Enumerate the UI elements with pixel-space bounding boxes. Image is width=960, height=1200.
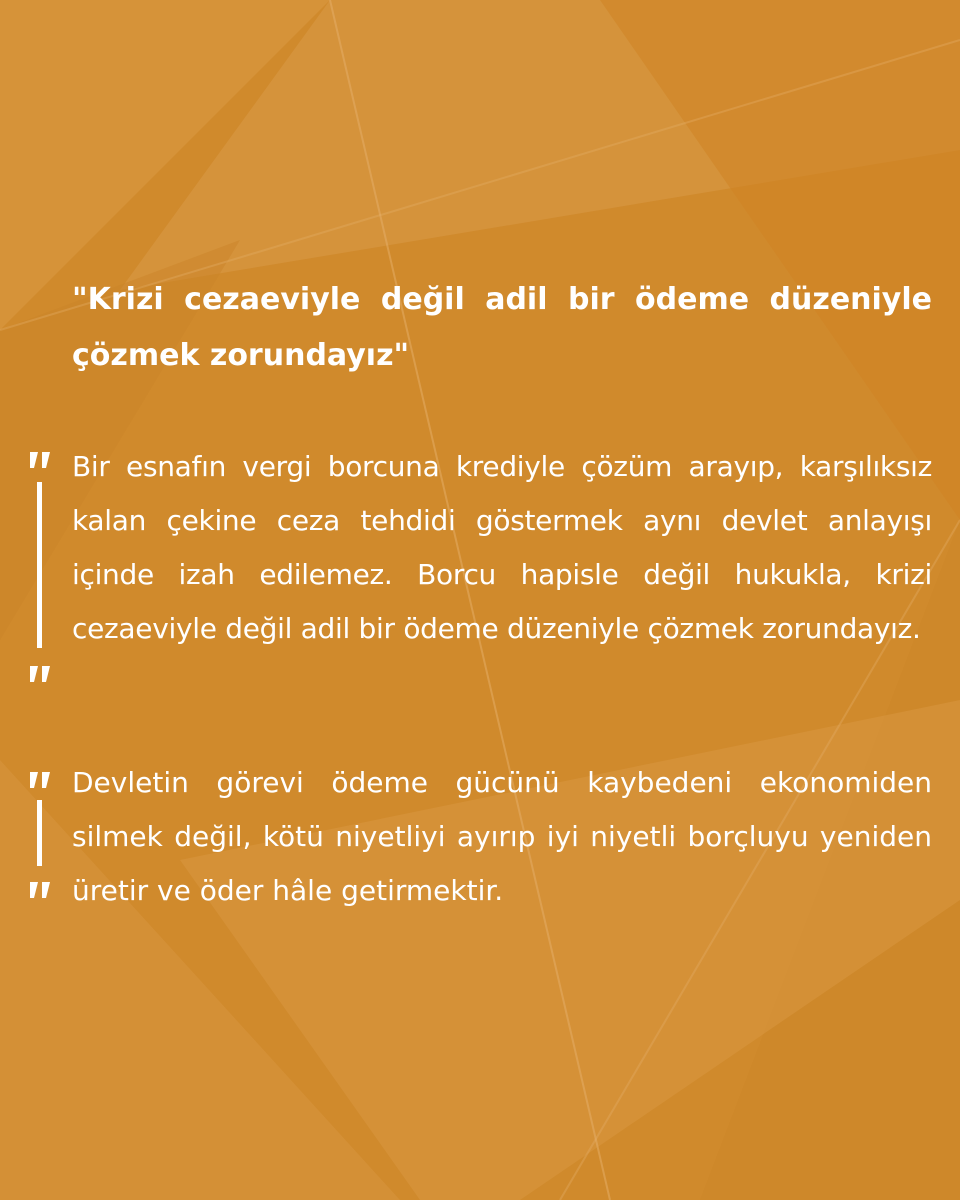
headline: "Krizi cezaeviyle değil adil bir ödeme düzeniyle çözmek zorundayız" <box>72 282 932 373</box>
quote-close-icon <box>28 880 54 906</box>
quote-text-2: Devletin görevi ödeme gücünü kaybedeni ekonomiden silmek değil, kötü niyetliyi ayırıp iyi niyetli borçluyu yeniden üretir ve öder hâle getirmektir. <box>72 766 932 907</box>
quote-bar <box>37 482 42 648</box>
quote-text-1: Bir esnafın vergi borcuna krediyle çözüm arayıp, karşılıksız kalan çekine ceza tehdidi göstermek aynı devlet anlayışı içinde izah edilemez. Borcu hapisle değil hukukla, krizi cezaeviyle değil adil bir ödeme düzeniyle çözmek zorundayız. <box>72 450 932 645</box>
quote-open-icon <box>28 770 54 796</box>
quote-open-icon <box>28 450 54 476</box>
quote-bar <box>37 800 42 866</box>
quote-close-icon <box>28 664 54 690</box>
